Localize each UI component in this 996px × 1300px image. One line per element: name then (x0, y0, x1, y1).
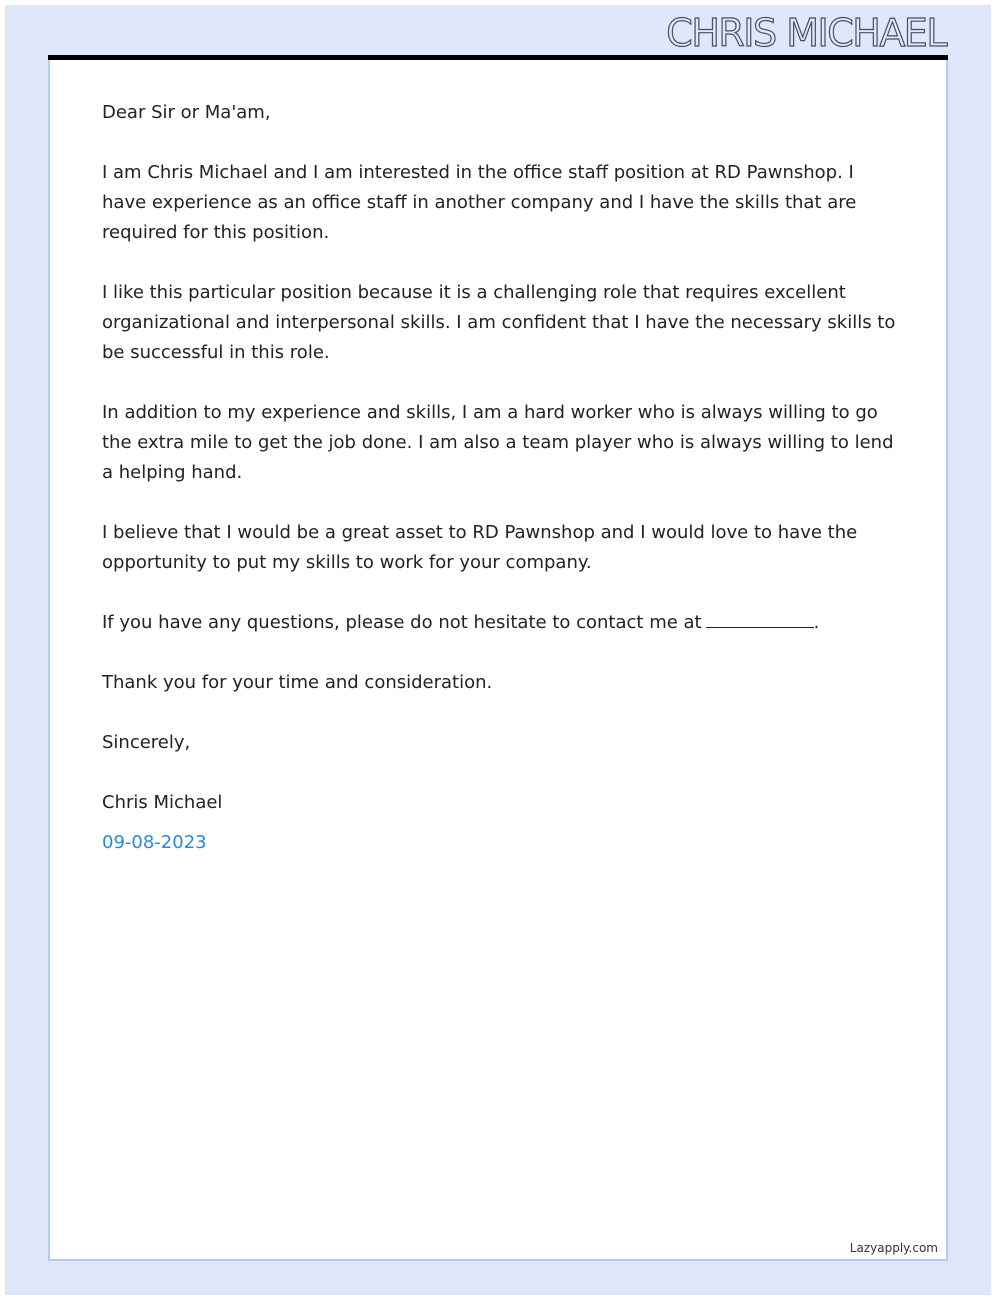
paragraph-motivation: I like this particular position because it is a challenging role that requires excellent organizational and interpersonal skills. I am confident that I have the necessary skills to be successful in this role. (102, 282, 896, 363)
contact-paragraph (102, 608, 902, 638)
salutation: Dear Sir or Ma'am, (102, 102, 271, 123)
thanks-line: Thank you for your time and consideration. (102, 672, 493, 693)
signature-name: Chris Michael (102, 792, 223, 813)
contact-blank (706, 609, 814, 628)
paragraph-intro: I am Chris Michael and I am interested in the office staff position at RD Pawnshop. I have experience as an office staff in another company and I have the skills that are required for this position. (102, 162, 857, 243)
letter-date: 09-08-2023 (102, 832, 207, 853)
applicant-name-header: CHRIS MICHAEL (666, 11, 946, 55)
contact-line: If you have any questions, please do not hesitate to contact me at (102, 612, 702, 633)
cover-letter-sheet (48, 60, 948, 1261)
paragraph-closing-pitch: I believe that I would be a great asset to RD Pawnshop and I would love to have the opportunity to put my skills to work for your company. (102, 522, 858, 573)
closing: Sincerely, (102, 732, 191, 753)
footer-brand: Lazyapply.com (849, 1241, 938, 1255)
contact-end: . (813, 612, 820, 633)
paragraph-qualities: In addition to my experience and skills, I am a hard worker who is always willing to go the extra mile to get the job done. I am also a team player who is always willing to lend a helping hand. (102, 402, 894, 483)
letter-body (102, 98, 902, 888)
